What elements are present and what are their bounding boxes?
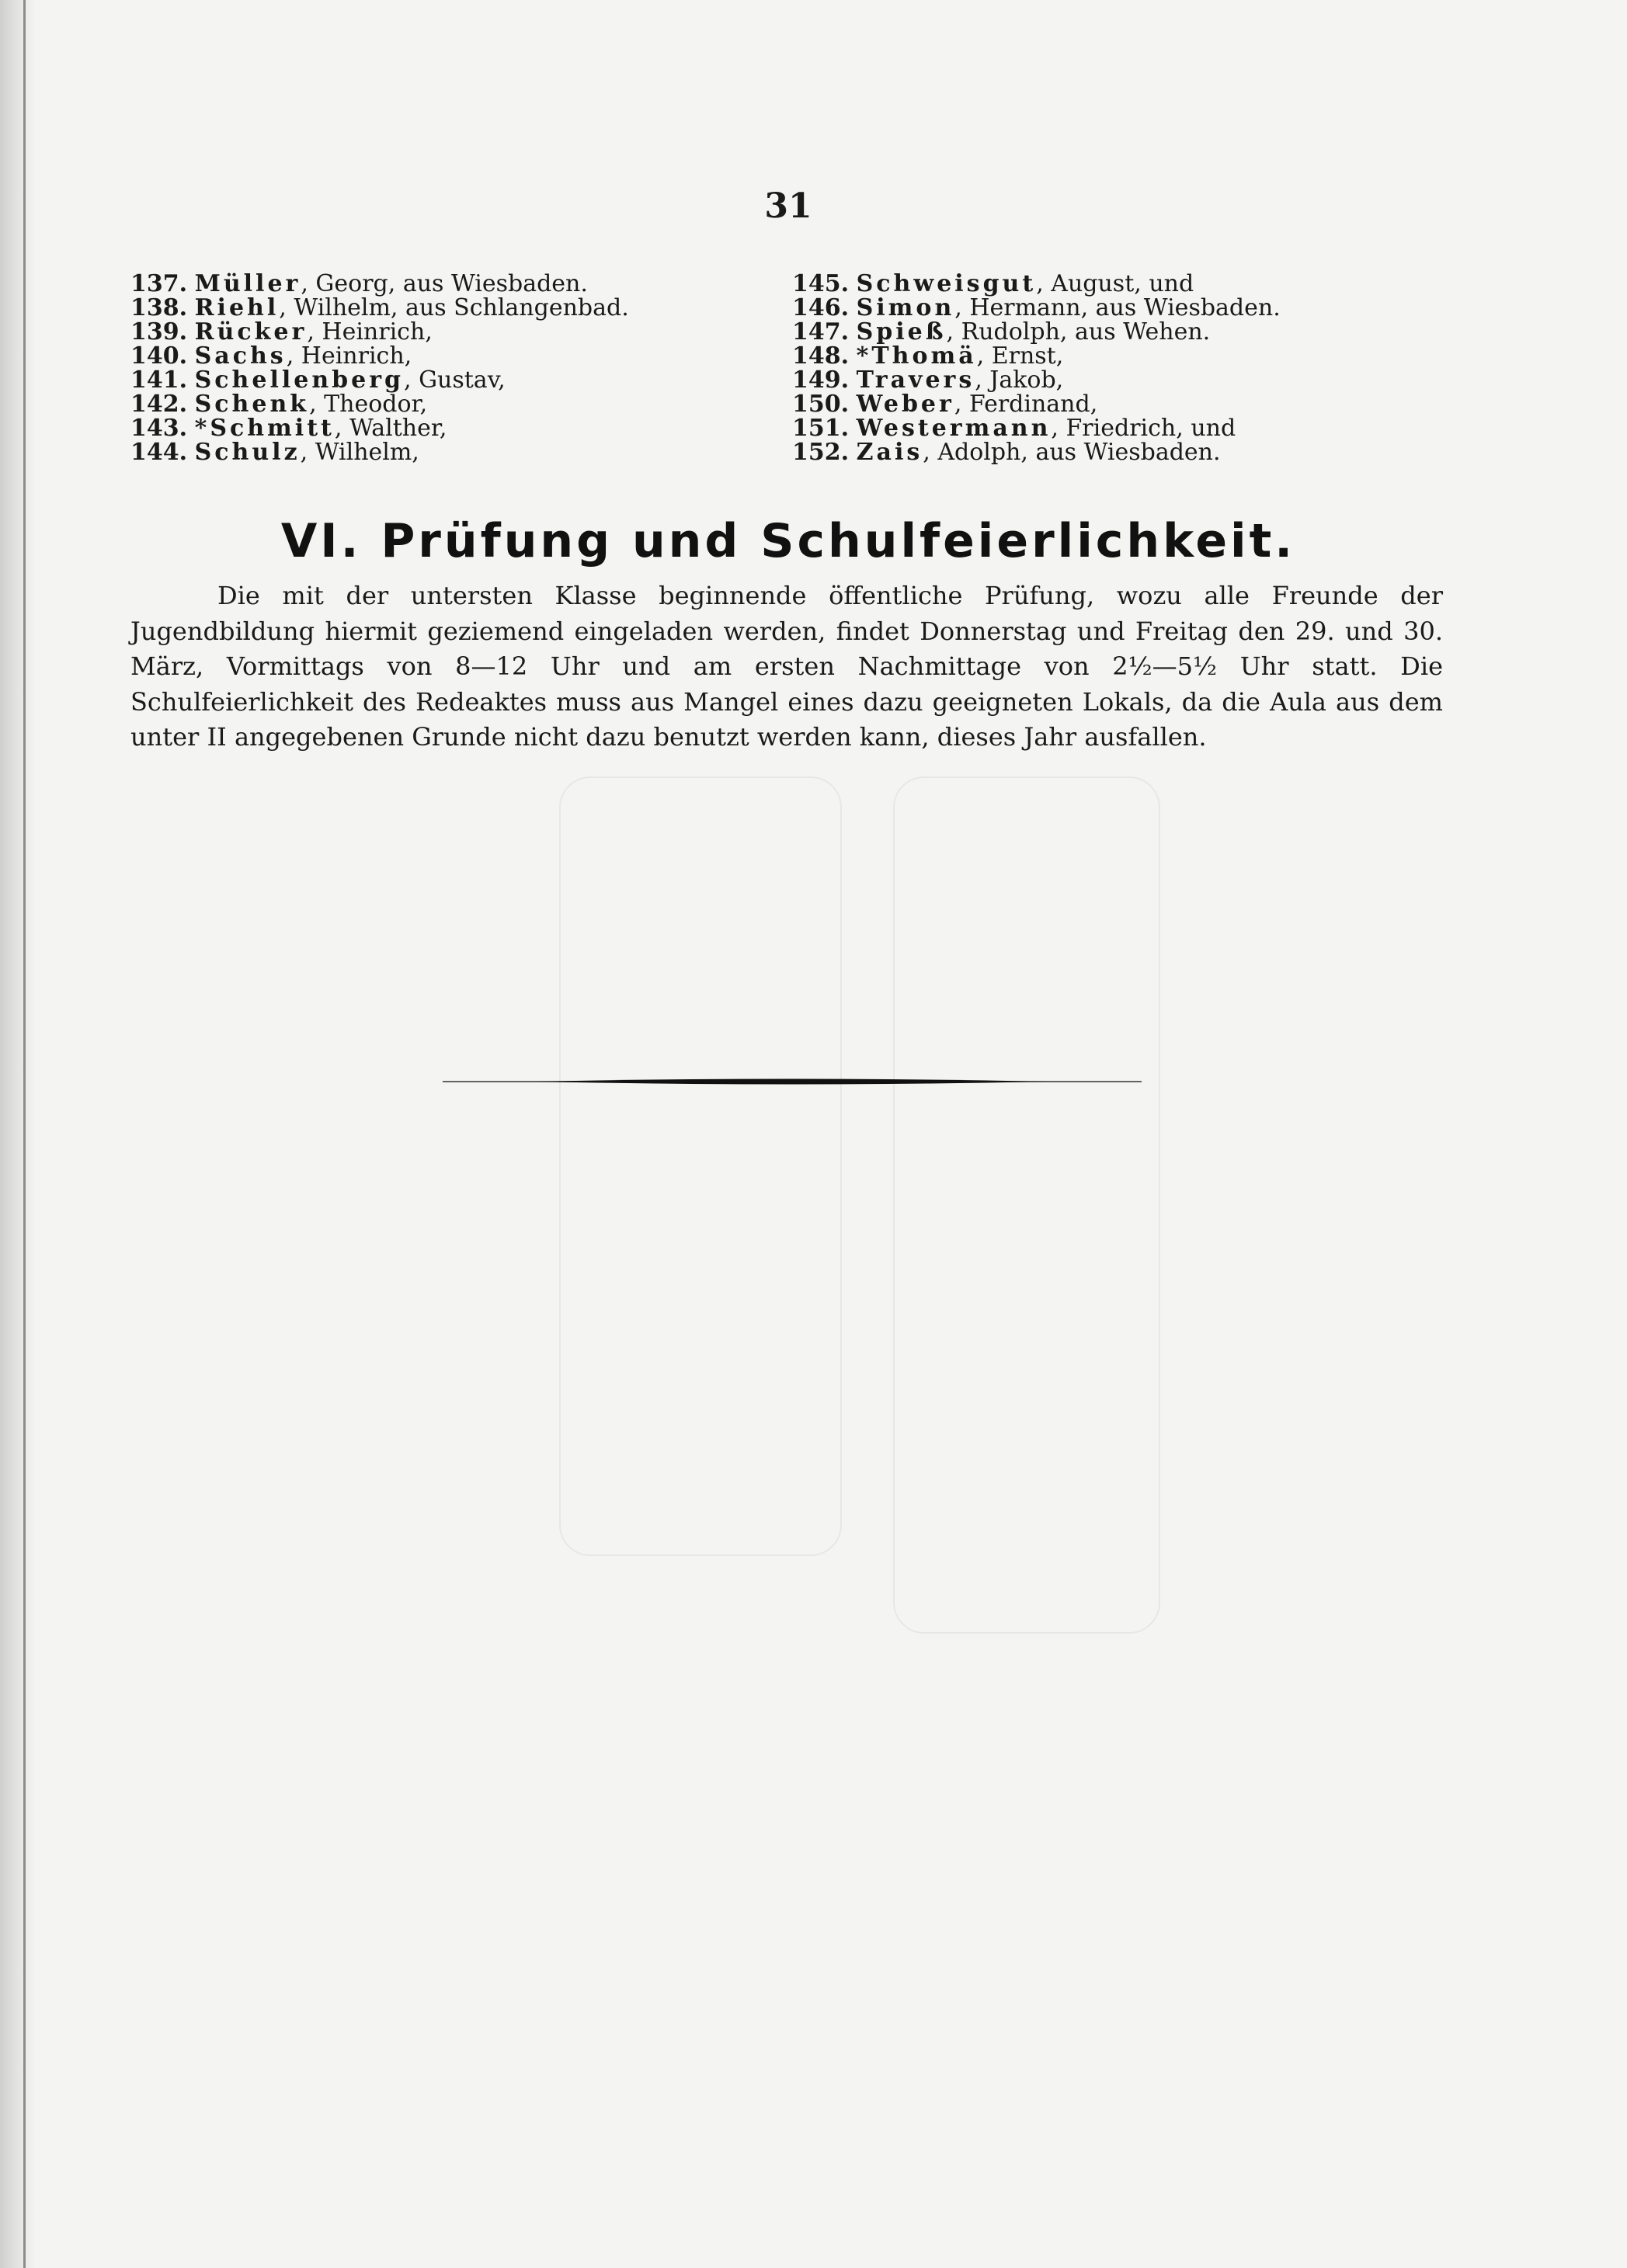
entry-surname: *Schmitt <box>194 415 335 442</box>
body-paragraph <box>130 578 1443 755</box>
entry-number: 138. <box>130 294 188 321</box>
list-item <box>792 416 1281 440</box>
entry-details: , Adolph, aus Wiesbaden. <box>923 439 1221 466</box>
entry-surname: Rücker <box>194 318 308 346</box>
entry-surname: Simon <box>856 294 955 321</box>
section-heading: VI. Prüfung und Schulfeierlichkeit. <box>280 514 1296 568</box>
entry-surname: Schweisgut <box>856 270 1037 297</box>
entry-details: , Wilhelm, <box>300 439 419 466</box>
entry-details: , Walther, <box>334 415 447 442</box>
entry-number: 152. <box>792 439 850 466</box>
entry-number: 151. <box>792 415 850 442</box>
list-item <box>130 392 629 416</box>
entry-surname: Weber <box>856 391 954 418</box>
entry-details: , Friedrich, und <box>1051 415 1236 442</box>
entry-number: 146. <box>792 294 850 321</box>
entry-surname: Schellenberg <box>194 366 404 394</box>
divider-swell <box>536 1079 1048 1085</box>
entry-number: 144. <box>130 439 188 466</box>
list-item <box>130 272 629 296</box>
entry-surname: Schulz <box>194 439 301 466</box>
list-item <box>792 392 1281 416</box>
page-edge-shadow <box>0 0 36 2268</box>
page-number: 31 <box>764 186 812 226</box>
list-item <box>130 368 629 392</box>
entry-details: , Ernst, <box>976 342 1064 370</box>
entry-number: 150. <box>792 391 850 418</box>
entry-number: 147. <box>792 318 850 346</box>
list-item <box>792 272 1281 296</box>
list-item <box>130 296 629 320</box>
entry-details: , Heinrich, <box>307 318 433 346</box>
entry-surname: Zais <box>856 439 923 466</box>
entry-surname: Westermann <box>856 415 1052 442</box>
entry-details: , Wilhelm, aus Schlangenbad. <box>279 294 629 321</box>
bleed-through-shape <box>559 776 842 1556</box>
entry-number: 137. <box>130 270 188 297</box>
entry-surname: Riehl <box>194 294 280 321</box>
student-list-right <box>792 272 1281 464</box>
section-end-divider <box>443 1077 1142 1086</box>
list-item <box>792 344 1281 368</box>
entry-surname: Spieß <box>856 318 947 346</box>
entry-surname: Sachs <box>194 342 287 370</box>
entry-details: , Hermann, aus Wiesbaden. <box>954 294 1281 321</box>
entry-surname: *Thomä <box>856 342 977 370</box>
entry-details: , Georg, aus Wiesbaden. <box>301 270 588 297</box>
entry-details: , Jakob, <box>975 366 1064 394</box>
entry-number: 143. <box>130 415 188 442</box>
list-item <box>130 440 629 464</box>
entry-number: 141. <box>130 366 188 394</box>
list-item <box>792 440 1281 464</box>
entry-number: 142. <box>130 391 188 418</box>
entry-number: 140. <box>130 342 188 370</box>
body-paragraph-text: Die mit der untersten Klasse beginnende öffentliche Prüfung, wozu alle Freunde der Jugendbildung hiermit geziemend eingeladen werden, findet Donnerstag und Freitag den 29. und 30. März, Vormittags von 8—12 Uhr und am ersten Nachmittage von 2½—5½ Uhr statt. Die Schulfeierlichkeit des Redeaktes muss aus Mangel eines dazu geeigneten Lokals, da die Aula aus dem unter II angegebenen Grunde nicht dazu benutzt werden kann, dieses Jahr ausfallen. <box>130 581 1443 752</box>
entry-surname: Travers <box>856 366 975 394</box>
entry-number: 145. <box>792 270 850 297</box>
entry-number: 149. <box>792 366 850 394</box>
list-item <box>130 344 629 368</box>
list-item <box>792 368 1281 392</box>
list-item <box>130 416 629 440</box>
entry-number: 139. <box>130 318 188 346</box>
list-item <box>792 320 1281 344</box>
student-list-left <box>130 272 629 464</box>
entry-details: , Gustav, <box>404 366 506 394</box>
list-item <box>792 296 1281 320</box>
page-binding-edge <box>23 0 26 2268</box>
entry-details: , Ferdinand, <box>954 391 1098 418</box>
list-item <box>130 320 629 344</box>
entry-number: 148. <box>792 342 850 370</box>
entry-surname: Schenk <box>194 391 310 418</box>
entry-surname: Müller <box>194 270 301 297</box>
entry-details: , August, und <box>1036 270 1194 297</box>
bleed-through-shape <box>893 776 1160 1634</box>
entry-details: , Theodor, <box>309 391 428 418</box>
entry-details: , Rudolph, aus Wehen. <box>946 318 1211 346</box>
entry-details: , Heinrich, <box>286 342 412 370</box>
